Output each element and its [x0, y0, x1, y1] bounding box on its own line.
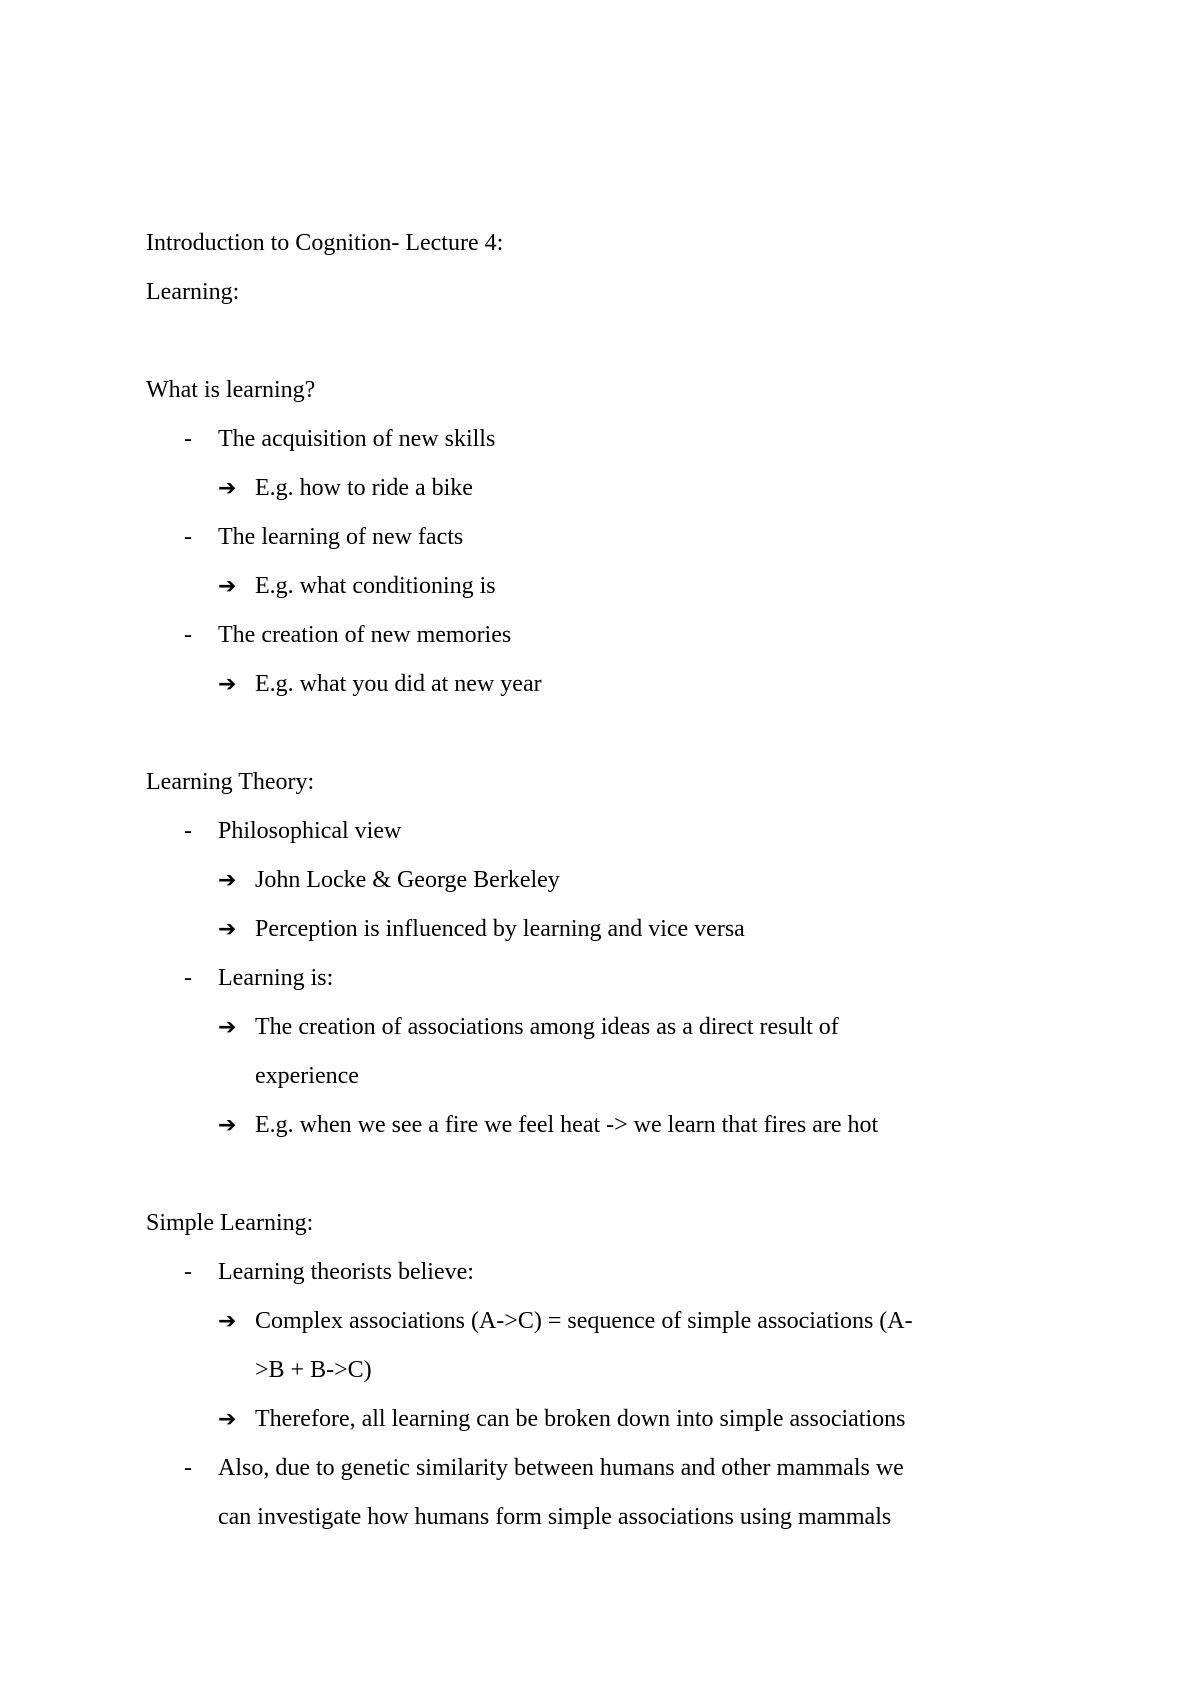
section-heading: Simple Learning:: [146, 1210, 314, 1236]
arrow-icon: ➔: [218, 868, 237, 893]
sub-bullet-item: Therefore, all learning can be broken down into simple associations: [255, 1406, 906, 1432]
bullet-dash: -: [184, 1259, 192, 1285]
arrow-icon: ➔: [218, 1015, 237, 1040]
bullet-item: Also, due to genetic similarity between humans and other mammals we: [218, 1455, 904, 1481]
bullet-dash: -: [184, 524, 192, 550]
sub-bullet-item: Complex associations (A->C) = sequence of simple associations (A-: [255, 1308, 913, 1334]
section-heading: Learning Theory:: [146, 769, 315, 795]
sub-bullet-item-continuation: experience: [255, 1063, 359, 1089]
bullet-item: The acquisition of new skills: [218, 426, 496, 452]
arrow-icon: ➔: [218, 917, 237, 942]
sub-bullet-item-continuation: >B + B->C): [255, 1357, 372, 1383]
arrow-icon: ➔: [218, 476, 237, 501]
bullet-dash: -: [184, 426, 192, 452]
sub-bullet-item: E.g. what you did at new year: [255, 671, 542, 697]
document-subtitle: Learning:: [146, 279, 240, 305]
bullet-dash: -: [184, 1455, 192, 1481]
sub-bullet-item: E.g. when we see a fire we feel heat -> we learn that fires are hot: [255, 1112, 879, 1138]
bullet-item: Philosophical view: [218, 818, 402, 844]
bullet-dash: -: [184, 622, 192, 648]
bullet-item: The learning of new facts: [218, 524, 464, 550]
bullet-item: Learning is:: [218, 965, 334, 991]
section-heading: What is learning?: [146, 377, 316, 403]
arrow-icon: ➔: [218, 574, 237, 599]
arrow-icon: ➔: [218, 1309, 237, 1334]
sub-bullet-item: John Locke & George Berkeley: [255, 867, 560, 893]
sub-bullet-item: Perception is influenced by learning and vice versa: [255, 916, 745, 942]
bullet-item: The creation of new memories: [218, 622, 512, 648]
arrow-icon: ➔: [218, 672, 237, 697]
bullet-item-continuation: can investigate how humans form simple associations using mammals: [218, 1504, 892, 1530]
arrow-icon: ➔: [218, 1407, 237, 1432]
arrow-icon: ➔: [218, 1113, 237, 1138]
sub-bullet-item: The creation of associations among ideas as a direct result of: [255, 1014, 839, 1040]
bullet-dash: -: [184, 965, 192, 991]
document-title: Introduction to Cognition- Lecture 4:: [146, 230, 504, 256]
bullet-item: Learning theorists believe:: [218, 1259, 474, 1285]
sub-bullet-item: E.g. what conditioning is: [255, 573, 496, 599]
bullet-dash: -: [184, 818, 192, 844]
sub-bullet-item: E.g. how to ride a bike: [255, 475, 473, 501]
